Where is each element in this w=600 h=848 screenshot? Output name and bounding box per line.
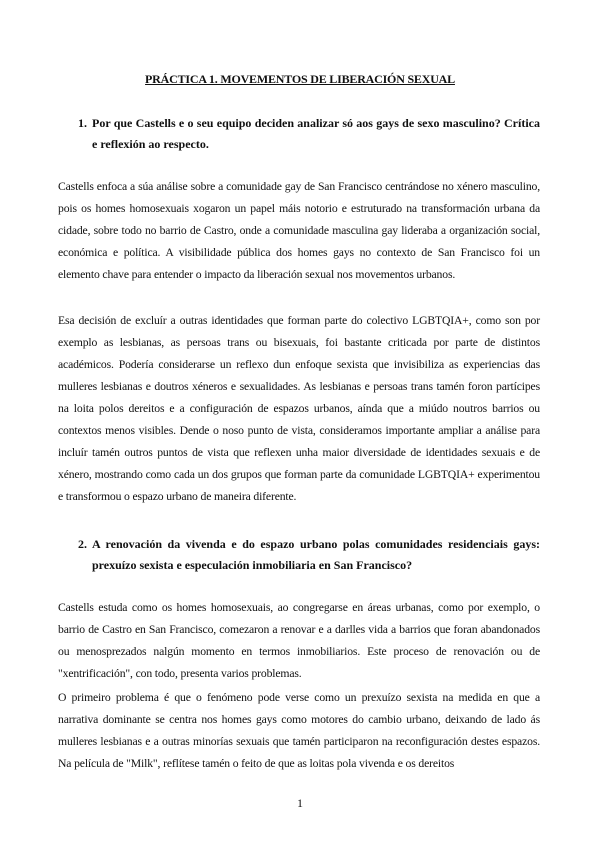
section-1-heading bbox=[78, 113, 540, 155]
section-2-heading-text: A renovación da vivenda e do espazo urbano polas comunidades residenciais gays: prexuízo sexista e especulación inmobiliaria en San Francisco? bbox=[92, 537, 540, 572]
page-number: 1 bbox=[297, 796, 303, 810]
section-2-heading bbox=[78, 534, 540, 576]
section-2-paragraph-2: O primeiro problema é que o fenómeno pode verse como un prexuízo sexista na medida en que a narrativa dominante se centra nos homes gays como motores do cambio urbano, deixando de lado ás mulleres lesbianas e a outras minorías sexuais que tamén participaron na reconfiguración destes espazos. Na película de "Milk", reflítese tamén o feito de que as loitas pola vivenda e os dereitos bbox=[58, 691, 540, 770]
section-1-number: 1. bbox=[78, 116, 87, 130]
section-1-heading-text: Por que Castells e o seu equipo deciden analizar só aos gays de sexo masculino? Crítica e reflexión ao respecto. bbox=[92, 116, 540, 151]
section-1-paragraph-2: Esa decisión de excluír a outras identidades que forman parte do colectivo LGBTQIA+, como son por exemplo as lesbianas, as persoas trans ou bisexuais, foi bastante criticada por parte de distintos académicos. Podería considerarse un reflexo dun enfoque sexista que invisibiliza as experiencias das mulleres lesbianas e doutros xéneros e sexualidades. As lesbianas e persoas trans tamén foron partícipes na loita polos dereitos e a configuración de espazos urbanos, aínda que a miúdo noutros barrios ou contextos menos visibles. Dende o noso punto de vista, consideramos importante ampliar a análise para incluír tamén outros puntos de vista que reflexen unha maior diversidade de identidades sexuais e de xénero, mostrando como cada un dos grupos que forman parte da comunidade LGBTQIA+ experimentou e transformou o espazo urbano de maneira diferente. bbox=[58, 314, 540, 503]
section-2-number: 2. bbox=[78, 537, 87, 551]
section-2-paragraph-1: Castells estuda como os homes homosexuais, ao congregarse en áreas urbanas, como por exemplo, o barrio de Castro en San Francisco, comezaron a renovar e a darlles vida a barrios que foran abandonados ou menosprezados nalgún momento en termos inmobiliarios. Este proceso de renovación ou de "xentrificación", con todo, presenta varios problemas. bbox=[58, 601, 540, 680]
section-1-paragraph-1: Castells enfoca a súa análise sobre a comunidade gay de San Francisco centrándose no xénero masculino, pois os homes homosexuais xogaron un papel máis notorio e estruturado na transformación urbana da cidade, sobre todo no barrio de Castro, onde a comunidade masculina gay lideraba a organización social, económica e política. A visibilidade pública dos homes gays no contexto de San Francisco foi un elemento chave para entender o impacto da liberación sexual nos movementos urbanos. bbox=[58, 180, 540, 281]
page-title: PRÁCTICA 1. MOVEMENTOS DE LIBERACIÓN SEXUAL bbox=[145, 72, 455, 86]
